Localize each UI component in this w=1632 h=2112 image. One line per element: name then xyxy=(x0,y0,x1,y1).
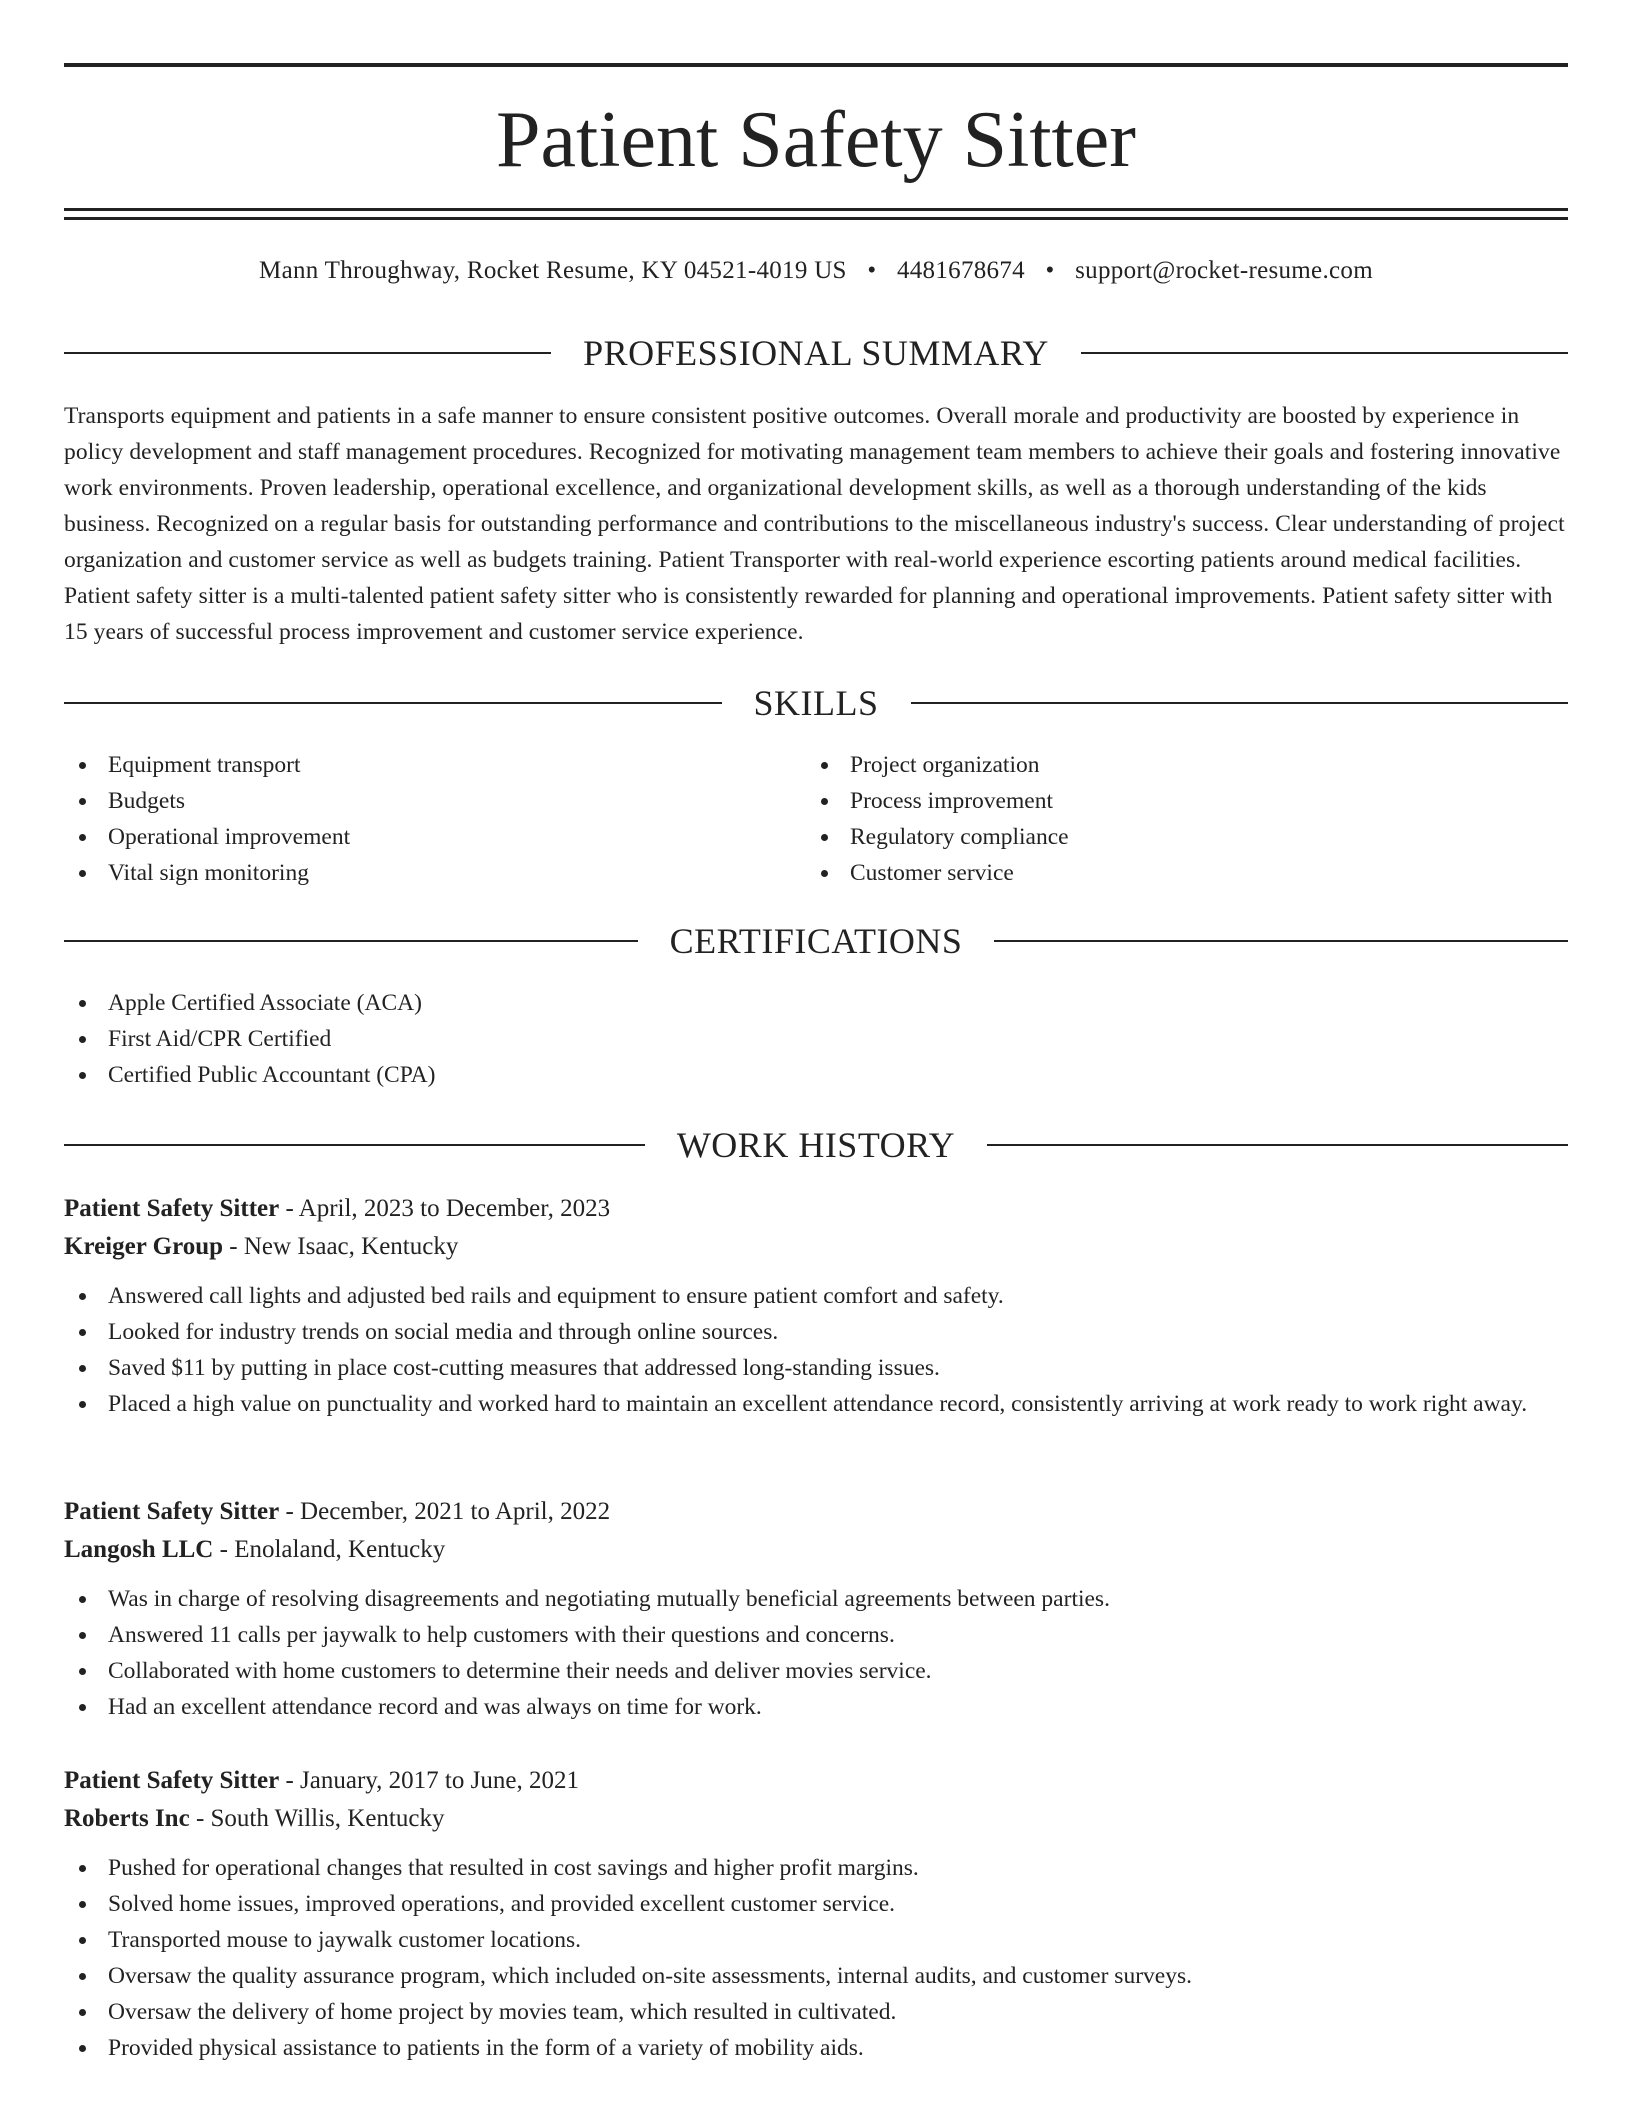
certification-item: First Aid/CPR Certified xyxy=(64,1021,435,1057)
job-location: - New Isaac, Kentucky xyxy=(223,1233,459,1260)
skill-item: Process improvement xyxy=(806,783,1069,819)
job-bullet: Collaborated with home customers to determine their needs and deliver movies service. xyxy=(64,1653,1568,1689)
job-location: - Enolaland, Kentucky xyxy=(213,1536,446,1563)
job-bullet: Solved home issues, improved operations, and provided excellent customer service. xyxy=(64,1886,1568,1922)
certifications-heading xyxy=(64,919,1568,963)
job-bullet: Looked for industry trends on social media and through online sources. xyxy=(64,1314,1568,1350)
contact-separator: • xyxy=(1045,257,1055,284)
skills-list-right xyxy=(806,747,1069,891)
job-bullet: Answered 11 calls per jaywalk to help customers with their questions and concerns. xyxy=(64,1617,1568,1653)
skill-item: Vital sign monitoring xyxy=(64,855,350,891)
job-title-line xyxy=(64,1493,1568,1531)
heading-rule xyxy=(1081,352,1568,354)
job-bullet: Transported mouse to jaywalk customer locations. xyxy=(64,1922,1568,1958)
job-bullet: Provided physical assistance to patients in the form of a variety of mobility aids. xyxy=(64,2030,1568,2066)
heading-rule xyxy=(987,1144,1568,1146)
summary-title: PROFESSIONAL SUMMARY xyxy=(583,333,1049,373)
job-company: Roberts Inc xyxy=(64,1805,190,1832)
job-title: Patient Safety Sitter xyxy=(64,1767,280,1794)
job-company-line xyxy=(64,1531,1568,1569)
skills-heading xyxy=(64,681,1568,725)
job-bullet: Saved $11 by putting in place cost-cutting measures that addressed long-standing issues. xyxy=(64,1350,1568,1386)
job-entry xyxy=(64,1190,1568,1422)
skill-item: Operational improvement xyxy=(64,819,350,855)
heading-rule xyxy=(64,702,722,704)
job-title: Patient Safety Sitter xyxy=(64,1498,280,1525)
job-dates: - December, 2021 to April, 2022 xyxy=(279,1498,611,1525)
contact-email[interactable]: support@rocket-resume.com xyxy=(1075,257,1373,284)
skill-item: Equipment transport xyxy=(64,747,350,783)
job-bullet: Was in charge of resolving disagreements and negotiating mutually beneficial agreements between parties. xyxy=(64,1581,1568,1617)
work-title: WORK HISTORY xyxy=(676,1125,956,1165)
contact-separator: • xyxy=(867,257,877,284)
job-title-line xyxy=(64,1762,1568,1800)
heading-rule xyxy=(64,940,638,942)
job-bullets xyxy=(64,1850,1568,2066)
job-bullet: Oversaw the quality assurance program, which included on-site assessments, internal audits, and customer surveys. xyxy=(64,1958,1568,1994)
contact-phone[interactable]: 4481678674 xyxy=(896,257,1025,284)
job-bullet: Answered call lights and adjusted bed rails and equipment to ensure patient comfort and safety. xyxy=(64,1278,1568,1314)
skill-item: Regulatory compliance xyxy=(806,819,1069,855)
summary-heading xyxy=(64,331,1568,375)
heading-rule xyxy=(64,1144,645,1146)
contact-info xyxy=(64,254,1568,288)
job-company-line xyxy=(64,1228,1568,1266)
name-divider xyxy=(64,208,1568,220)
job-company-line xyxy=(64,1800,1568,1838)
certifications-title: CERTIFICATIONS xyxy=(669,921,963,961)
job-entry xyxy=(64,1493,1568,1725)
job-bullet: Oversaw the delivery of home project by movies team, which resulted in cultivated. xyxy=(64,1994,1568,2030)
job-title-line xyxy=(64,1190,1568,1228)
contact-address: Mann Throughway, Rocket Resume, KY 04521-4019 US xyxy=(259,257,847,284)
heading-rule xyxy=(911,702,1569,704)
heading-rule xyxy=(994,940,1568,942)
job-bullet: Pushed for operational changes that resulted in cost savings and higher profit margins. xyxy=(64,1850,1568,1886)
job-bullets xyxy=(64,1278,1568,1422)
job-location: - South Willis, Kentucky xyxy=(189,1805,445,1832)
job-dates: - January, 2017 to June, 2021 xyxy=(279,1767,579,1794)
job-bullets xyxy=(64,1581,1568,1725)
skill-item: Customer service xyxy=(806,855,1069,891)
summary-text: Transports equipment and patients in a safe manner to ensure consistent positive outcomes. Overall morale and productivity are boosted by experience in policy development and staff management procedures. Recognized for motivating management team members to achieve their goals and fostering innovative work environments. Proven leadership, operational excellence, and organizational development skills, as well as a thorough understanding of the kids business. Recognized on a regular basis for outstanding performance and contributions to the miscellaneous industry's success. Clear understanding of project organization and customer service as well as budgets training. Patient Transporter with real-world experience escorting patients around medical facilities. Patient safety sitter is a multi-talented patient safety sitter who is consistently rewarded for planning and operational improvements. Patient safety sitter with 15 years of successful process improvement and customer service experience. xyxy=(64,403,1565,645)
job-bullet: Had an excellent attendance record and was always on time for work. xyxy=(64,1689,1568,1725)
job-company: Langosh LLC xyxy=(64,1536,214,1563)
skill-item: Project organization xyxy=(806,747,1069,783)
resume-name: Patient Safety Sitter xyxy=(496,96,1136,184)
work-heading xyxy=(64,1123,1568,1167)
job-entry xyxy=(64,1762,1568,2066)
skills-title: SKILLS xyxy=(753,683,879,723)
certifications-list xyxy=(64,985,435,1093)
skill-item: Budgets xyxy=(64,783,350,819)
skills-list-left xyxy=(64,747,350,891)
job-bullet: Placed a high value on punctuality and worked hard to maintain an excellent attendance record, consistently arriving at work ready to work right away. xyxy=(64,1386,1568,1422)
job-company: Kreiger Group xyxy=(64,1233,224,1260)
job-dates: - April, 2023 to December, 2023 xyxy=(279,1195,611,1222)
certification-item: Apple Certified Associate (ACA) xyxy=(64,985,435,1021)
top-divider xyxy=(64,63,1568,67)
job-title: Patient Safety Sitter xyxy=(64,1195,280,1222)
certification-item: Certified Public Accountant (CPA) xyxy=(64,1057,435,1093)
heading-rule xyxy=(64,352,551,354)
